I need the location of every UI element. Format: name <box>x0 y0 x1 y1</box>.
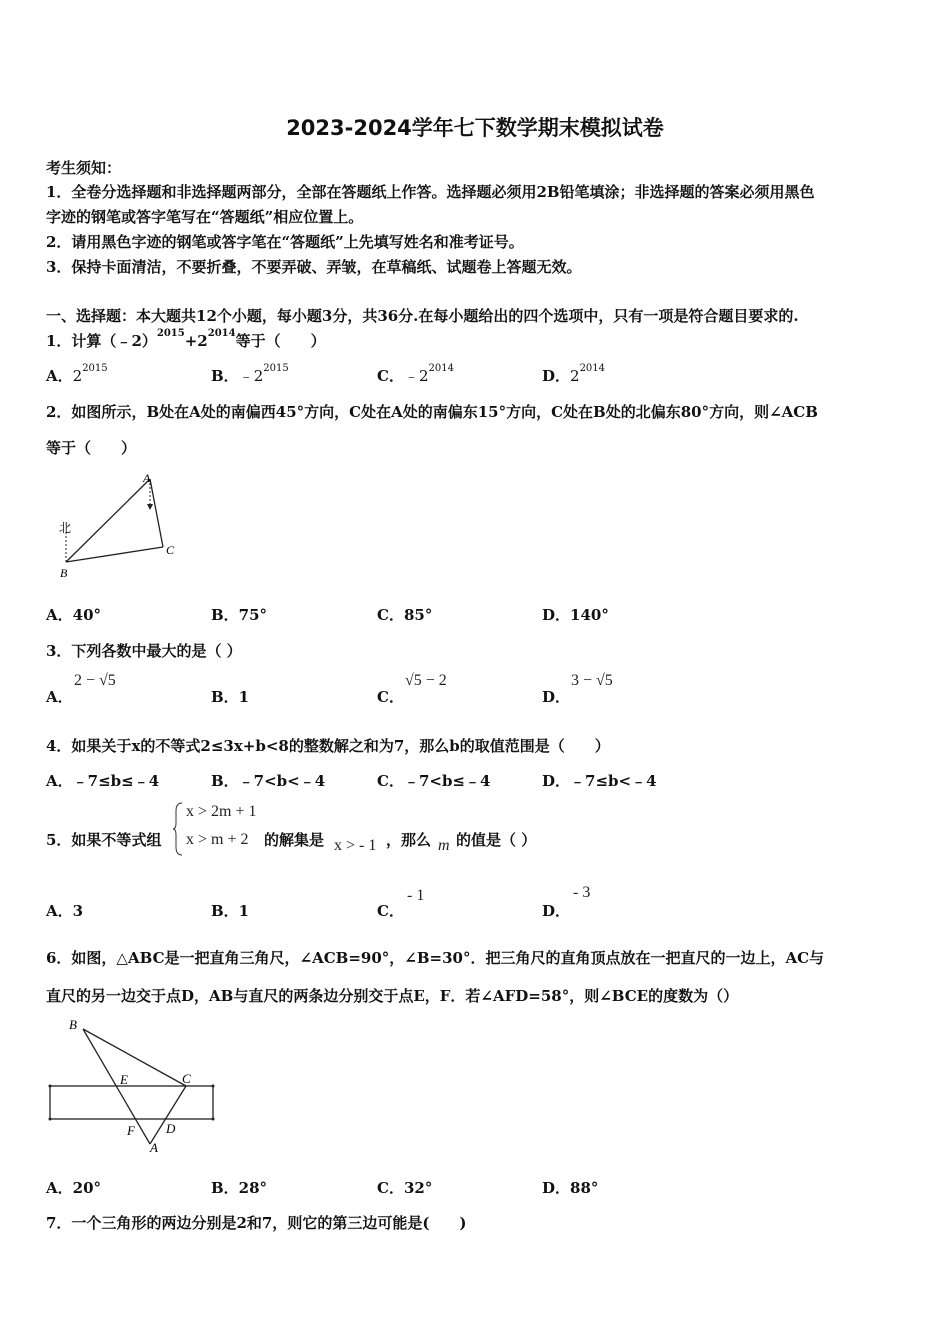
question-7-stem: 7．一个三角形的两边分别是2和7，则它的第三边可能是( ) <box>46 1214 467 1232</box>
question-5-mid-2: ，那么 <box>386 831 432 849</box>
figure-label-c: C <box>166 543 175 557</box>
question-5-system-line-1: x > 2m + 1 <box>186 803 257 820</box>
figure-label-a: A <box>150 1140 158 1155</box>
notice-item-1-line-1: 1．全卷分选择题和非选择题两部分，全部在答题纸上作答。选择题必须用2B铅笔填涂；非选择题的答案必须用黑色 <box>46 183 815 201</box>
question-3-option-c-label[interactable]: C． <box>377 688 404 706</box>
question-2-stem-line-1: 2．如图所示，B处在A处的南偏西45°方向，C处在A处的南偏东15°方向，C处在B处的北偏东80°方向，则∠ACB <box>46 403 818 421</box>
question-4-option-a[interactable]: A．﹣7≤b≤﹣4 <box>46 772 160 790</box>
question-2-option-b[interactable]: B．75° <box>211 606 268 624</box>
section-heading: 一、选择题：本大题共12个小题，每小题3分，共36分.在每小题给出的四个选项中，只有一项是符合题目要求的. <box>46 307 799 325</box>
brace-icon <box>172 801 184 857</box>
question-3-option-a-value: 2 − √5 <box>74 672 116 689</box>
question-5-option-b[interactable]: B．1 <box>211 902 250 920</box>
question-4-option-d[interactable]: D．﹣7≤b<﹣4 <box>542 772 657 790</box>
question-5-option-d-label[interactable]: D． <box>542 902 571 920</box>
question-5-option-d-value: - 3 <box>573 884 591 901</box>
notice-item-2: 2．请用黑色字迹的钢笔或答字笔在“答题纸”上先填写姓名和准考证号。 <box>46 233 524 251</box>
question-3-option-d-label[interactable]: D． <box>542 688 571 706</box>
question-5-option-a[interactable]: A．3 <box>46 902 84 920</box>
figure-label-c: C <box>182 1071 191 1086</box>
question-3-option-b[interactable]: B．1 <box>211 688 250 706</box>
question-1-option-c[interactable]: C．$﹣2^{2014}$ <box>377 363 454 385</box>
page-title: 2023-2024学年七下数学期末模拟试卷 <box>286 116 664 140</box>
question-2-stem-line-2: 等于（ ） <box>46 439 137 457</box>
question-5-variable: m <box>438 837 450 854</box>
segment-ab <box>66 479 150 562</box>
notice-item-3: 3．保持卡面清洁，不要折叠，不要弄破、弄皱，在草稿纸、试题卷上答题无效。 <box>46 258 582 276</box>
question-2-option-d[interactable]: D．140° <box>542 606 609 624</box>
question-3-stem: 3．下列各数中最大的是（ ） <box>46 642 242 660</box>
segment-bc <box>83 1029 186 1086</box>
question-6-stem-line-1: 6．如图，△ABC是一把直角三角尺，∠ACB=90°，∠B=30°．把三角尺的直角顶点放在一把直尺的一边上，AC与 <box>46 949 825 967</box>
question-5-system-line-2: x > m + 2 <box>186 831 249 848</box>
question-6-figure <box>44 1013 224 1158</box>
question-3-option-d-value: 3 − √5 <box>571 672 613 689</box>
notice-heading: 考生须知： <box>46 159 122 177</box>
notice-item-1-line-2: 字迹的钢笔或答字笔写在“答题纸”相应位置上。 <box>46 208 364 226</box>
question-5-option-c-value: - 1 <box>407 887 425 904</box>
question-4-stem: 4．如果关于x的不等式2≤3x+b<8的整数解之和为7，那么b的取值范围是（ ） <box>46 737 610 755</box>
question-5-mid-1: 的解集是 <box>264 831 325 849</box>
question-6-option-b[interactable]: B．28° <box>211 1179 268 1197</box>
question-6-option-c[interactable]: C．32° <box>377 1179 433 1197</box>
question-2-option-c[interactable]: C．85° <box>377 606 433 624</box>
question-5-suffix: 的值是（ ） <box>456 831 537 849</box>
question-2-figure <box>50 470 200 585</box>
question-6-stem-line-2: 直尺的另一边交于点D，AB与直尺的两条边分别交于点E，F．若∠AFD=58°，则∠BCE的度数为（） <box>46 987 739 1005</box>
figure-label-b: B <box>69 1017 77 1032</box>
question-5-condition: x > - 1 <box>334 837 377 854</box>
question-1-stem: 1．计算$(﹣2)^{2015}+2^{2014}$等于（ ） <box>46 328 326 350</box>
arrow-icon <box>147 504 153 510</box>
question-5-prefix: 5．如果不等式组 <box>46 831 162 849</box>
question-1-option-d[interactable]: D．$2^{2014}$ <box>542 363 606 385</box>
question-3-option-c-value: √5 − 2 <box>405 672 447 689</box>
figure-label-e: E <box>120 1072 128 1087</box>
figure-label-b: B <box>60 566 68 580</box>
segment-ac <box>150 479 163 547</box>
question-1-option-b[interactable]: B．$﹣2^{2015}$ <box>211 363 289 385</box>
figure-label-d: D <box>166 1121 176 1136</box>
figure-label-f: F <box>127 1123 135 1138</box>
figure-label-north: 北 <box>59 521 72 535</box>
question-1-option-a[interactable]: A．$2^{2015}$ <box>46 363 108 385</box>
segment-bc <box>66 547 163 562</box>
question-6-option-d[interactable]: D．88° <box>542 1179 599 1197</box>
question-6-option-a[interactable]: A．20° <box>46 1179 102 1197</box>
question-4-option-c[interactable]: C．﹣7<b≤﹣4 <box>377 772 491 790</box>
question-3-option-a-label[interactable]: A． <box>46 688 73 706</box>
question-5-option-c-label[interactable]: C． <box>377 902 404 920</box>
figure-label-a: A <box>143 471 151 485</box>
question-4-option-b[interactable]: B．﹣7<b<﹣4 <box>211 772 326 790</box>
question-2-option-a[interactable]: A．40° <box>46 606 102 624</box>
ruler <box>50 1086 213 1119</box>
